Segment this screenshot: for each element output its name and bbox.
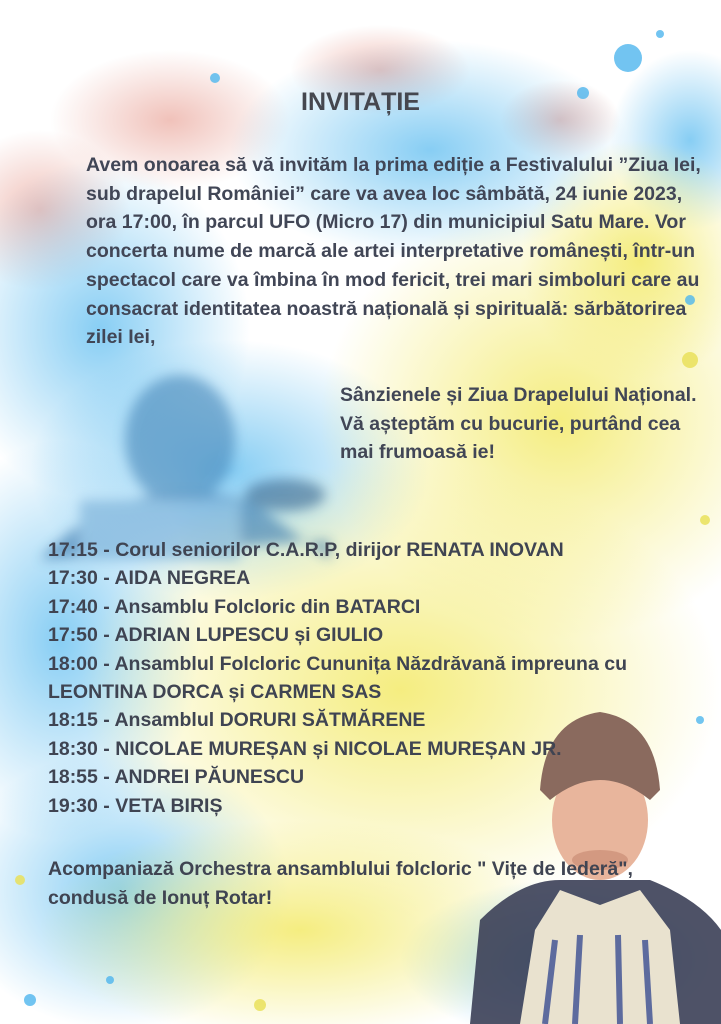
schedule-item: 18:55 - ANDREI PĂUNESCU — [48, 766, 305, 789]
schedule-item: 17:40 - Ansamblu Folcloric din BATARCI — [48, 595, 421, 618]
schedule-item: 18:00 - Ansamblul Folcloric Cununița Năzdrăvană impreuna cu LEONTINA DORCA și CARMEN SAS — [48, 652, 627, 704]
intro-continuation — [340, 381, 700, 467]
schedule-item: 17:50 - ADRIAN LUPESCU și GIULIO — [48, 624, 384, 647]
schedule-item: 18:30 - NICOLAE MUREȘAN și NICOLAE MUREȘAN JR. — [48, 737, 562, 760]
accompaniment-note: Acompaniază Orchestra ansamblului folcloric " Vițe de Iederă", condusă de Ionuț Rotar! — [48, 858, 633, 909]
program-schedule — [48, 536, 713, 820]
intro-continuation-line-2: Vă așteptăm cu bucurie, purtând cea mai frumoasă ie! — [340, 412, 681, 463]
intro-paragraph: Avem onoarea să vă invităm la prima ediție a Festivalului ”Ziua Iei, sub drapelul României” care va avea loc sâmbătă, 24 iunie 2023, ora 17:00, în parcul UFO (Micro 17) din municipiul Satu Mare. Vor concerta nume de marcă ale artei interpretative românești, într-un spectacol care va îmbina în mod fericit, trei mari simboluri care au consacrat identitatea noastră națională și spirituală: sărbătorirea zilei Iei, — [86, 154, 701, 349]
schedule-item: 18:15 - Ansamblul DORURI SĂTMĂRENE — [48, 709, 426, 732]
schedule-item: 19:30 - VETA BIRIȘ — [48, 794, 223, 817]
schedule-item: 17:15 - Corul seniorilor C.A.R.P, dirijor RENATA INOVAN — [48, 539, 564, 561]
intro-continuation-line-1: Sânzienele și Ziua Drapelului Național. — [340, 384, 697, 406]
schedule-item: 17:30 - AIDA NEGREA — [48, 567, 251, 590]
page-title: INVITAȚIE — [301, 88, 420, 116]
